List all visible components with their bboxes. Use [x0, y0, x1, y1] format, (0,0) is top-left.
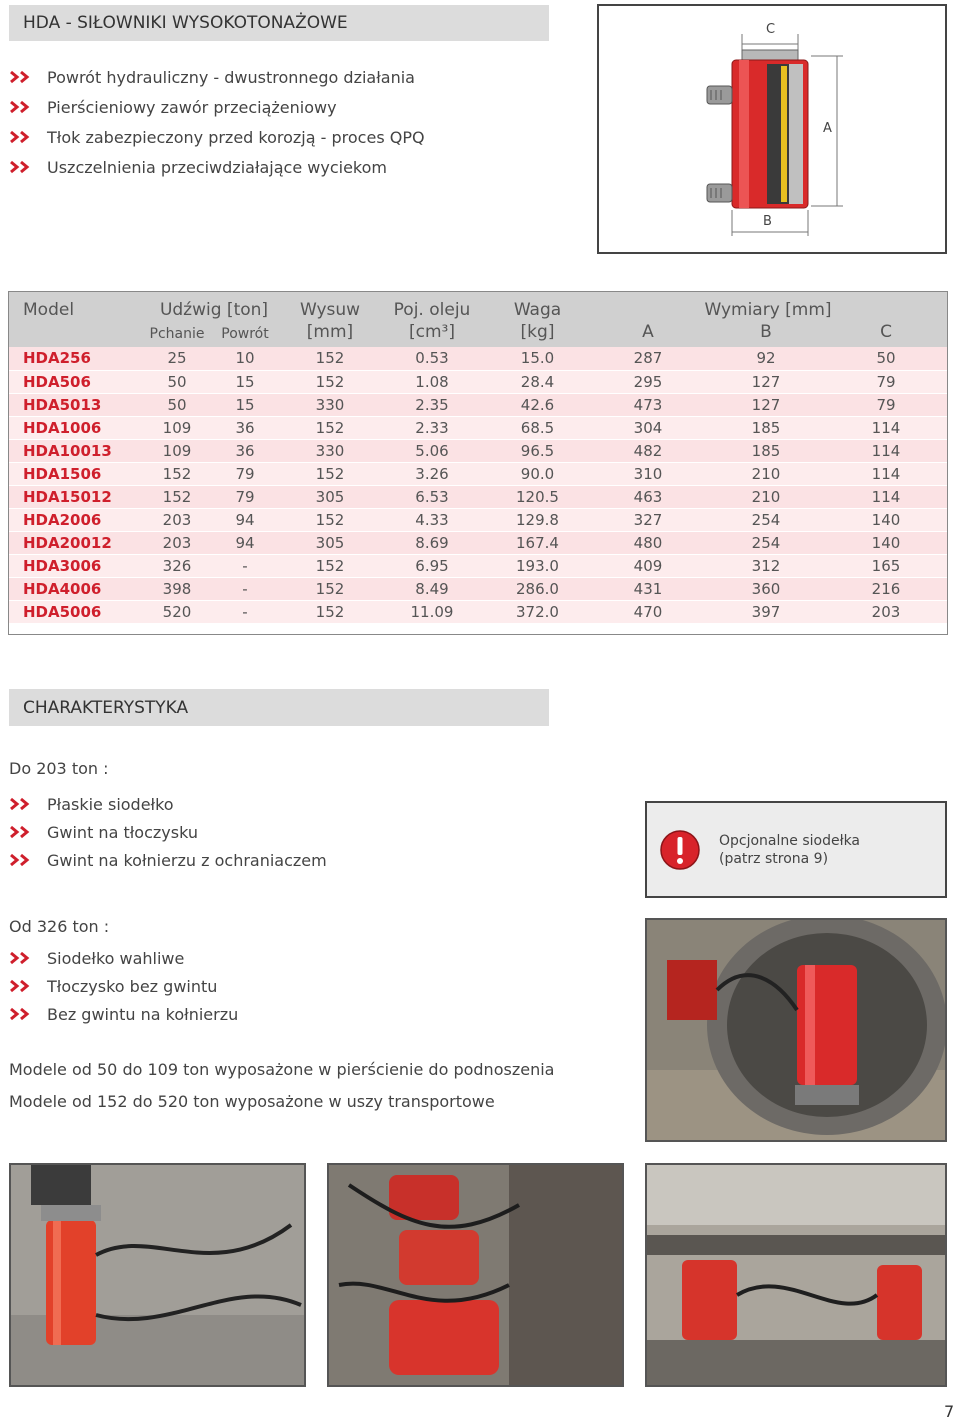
cell-return: 79 — [208, 462, 282, 485]
dimension-label-c: C — [766, 22, 776, 37]
group-heading-up-to-203: Do 203 ton : — [9, 759, 109, 778]
header-push: Pchanie — [149, 326, 205, 342]
cell-dim-b: 210 — [707, 485, 825, 508]
group-heading-from-326: Od 326 ton : — [9, 917, 110, 936]
list-item — [9, 62, 425, 92]
cell-dim-c: 114 — [825, 462, 947, 485]
cell-oil: 5.06 — [378, 439, 486, 462]
cell-weight: 42.6 — [486, 393, 589, 416]
cell-model: HDA5013 — [9, 393, 146, 416]
cell-push: 50 — [146, 370, 208, 393]
feature-list — [9, 62, 425, 182]
list-item — [9, 972, 238, 1000]
cell-dim-a: 287 — [589, 347, 707, 370]
cell-dim-a: 310 — [589, 462, 707, 485]
optional-saddles-text — [719, 832, 860, 868]
header-stroke: Wysuw — [299, 300, 361, 320]
cell-push: 109 — [146, 416, 208, 439]
optional-saddles-line2: (patrz strona 9) — [719, 850, 829, 867]
cell-model: HDA506 — [9, 370, 146, 393]
cell-model: HDA10013 — [9, 439, 146, 462]
cell-weight: 129.8 — [486, 508, 589, 531]
cell-stroke: 305 — [282, 485, 378, 508]
cell-dim-a: 470 — [589, 600, 707, 623]
list-item-text: Bez gwintu na kołnierzu — [47, 1004, 239, 1024]
cell-oil: 4.33 — [378, 508, 486, 531]
header-oil: Poj. oleju — [393, 300, 471, 320]
cell-return: 94 — [208, 531, 282, 554]
cell-dim-a: 304 — [589, 416, 707, 439]
cell-dim-b: 210 — [707, 462, 825, 485]
optional-saddles-box — [645, 801, 947, 898]
double-chevron-icon — [9, 1007, 47, 1021]
list-item — [9, 122, 425, 152]
feature-text: Powrót hydrauliczny - dwustronnego działania — [47, 67, 415, 87]
note-transport-lugs: Modele od 152 do 520 ton wyposażone w uszy transportowe — [9, 1092, 495, 1111]
characteristics-title-text: CHARAKTERYSTYKA — [23, 697, 189, 718]
cell-dim-a: 431 — [589, 577, 707, 600]
table-row — [9, 577, 947, 600]
cell-stroke: 152 — [282, 508, 378, 531]
cell-oil: 1.08 — [378, 370, 486, 393]
cell-oil: 3.26 — [378, 462, 486, 485]
cell-dim-c: 165 — [825, 554, 947, 577]
cell-stroke: 330 — [282, 439, 378, 462]
cell-dim-a: 295 — [589, 370, 707, 393]
double-chevron-icon — [9, 160, 47, 174]
cell-dim-a: 473 — [589, 393, 707, 416]
cell-dim-b: 254 — [707, 508, 825, 531]
list-item — [9, 846, 327, 874]
cell-dim-c: 216 — [825, 577, 947, 600]
cell-push: 203 — [146, 508, 208, 531]
header-weight: Waga — [513, 300, 562, 320]
optional-saddles-line1: Opcjonalne siodełka — [719, 832, 861, 849]
header-model: Model — [23, 300, 75, 320]
cell-weight: 28.4 — [486, 370, 589, 393]
table-row — [9, 531, 947, 554]
table-row — [9, 347, 947, 370]
list-item-text: Gwint na tłoczysku — [47, 822, 198, 842]
table-row — [9, 600, 947, 623]
cell-oil: 6.95 — [378, 554, 486, 577]
header-dim-b: B — [760, 322, 772, 342]
cell-weight: 193.0 — [486, 554, 589, 577]
cell-dim-c: 140 — [825, 531, 947, 554]
list-item-text: Gwint na kołnierzu z ochraniaczem — [47, 850, 327, 870]
dimension-label-a: A — [823, 121, 832, 136]
group-list-up-to-203 — [9, 790, 327, 874]
cell-dim-c: 114 — [825, 485, 947, 508]
cell-return: - — [208, 600, 282, 623]
section-title — [9, 5, 549, 41]
table-row — [9, 508, 947, 531]
cell-push: 25 — [146, 347, 208, 370]
table-row — [9, 554, 947, 577]
cell-return: 15 — [208, 370, 282, 393]
cell-weight: 286.0 — [486, 577, 589, 600]
cell-dim-b: 397 — [707, 600, 825, 623]
list-item — [9, 152, 425, 182]
double-chevron-icon — [9, 825, 47, 839]
cell-dim-c: 50 — [825, 347, 947, 370]
cell-dim-b: 254 — [707, 531, 825, 554]
cell-dim-b: 312 — [707, 554, 825, 577]
cell-dim-b: 127 — [707, 370, 825, 393]
feature-text: Pierścieniowy zawór przeciążeniowy — [47, 97, 337, 117]
header-capacity: Udźwig [ton] — [159, 300, 269, 320]
cell-push: 203 — [146, 531, 208, 554]
list-item — [9, 790, 327, 818]
cell-dim-a: 480 — [589, 531, 707, 554]
cell-stroke: 330 — [282, 393, 378, 416]
table-body — [9, 347, 947, 623]
note-lifting-rings: Modele od 50 do 109 ton wyposażone w pierścienie do podnoszenia — [9, 1060, 555, 1079]
cell-oil: 6.53 — [378, 485, 486, 508]
cell-return: 36 — [208, 439, 282, 462]
cell-push: 152 — [146, 485, 208, 508]
double-chevron-icon — [9, 797, 47, 811]
cell-model: HDA2006 — [9, 508, 146, 531]
cell-weight: 96.5 — [486, 439, 589, 462]
table-row — [9, 393, 947, 416]
cell-model: HDA3006 — [9, 554, 146, 577]
cell-return: 79 — [208, 485, 282, 508]
cell-dim-b: 185 — [707, 439, 825, 462]
cell-stroke: 305 — [282, 531, 378, 554]
cell-dim-b: 92 — [707, 347, 825, 370]
cell-oil: 11.09 — [378, 600, 486, 623]
cell-stroke: 152 — [282, 462, 378, 485]
double-chevron-icon — [9, 979, 47, 993]
cell-dim-a: 463 — [589, 485, 707, 508]
double-chevron-icon — [9, 951, 47, 965]
page-number: 7 — [944, 1402, 955, 1421]
cell-weight: 120.5 — [486, 485, 589, 508]
list-item-text: Płaskie siodełko — [47, 794, 174, 814]
group-list-from-326 — [9, 944, 238, 1028]
double-chevron-icon — [9, 100, 47, 114]
cell-return: 36 — [208, 416, 282, 439]
header-empty — [9, 322, 146, 347]
photo-cylinder-in-pipe — [645, 918, 947, 1142]
cell-dim-c: 114 — [825, 416, 947, 439]
photo-cylinders-under-beam — [645, 1163, 947, 1387]
cell-dim-c: 79 — [825, 393, 947, 416]
cell-return: 15 — [208, 393, 282, 416]
double-chevron-icon — [9, 70, 47, 84]
header-return: Powrót — [221, 326, 269, 342]
cylinder-diagram — [597, 4, 947, 254]
cell-stroke: 152 — [282, 554, 378, 577]
table-row — [9, 416, 947, 439]
double-chevron-icon — [9, 130, 47, 144]
photo-cylinder-with-hoses — [9, 1163, 306, 1387]
cell-return: - — [208, 554, 282, 577]
cell-return: - — [208, 577, 282, 600]
feature-text: Uszczelnienia przeciwdziałające wyciekom — [47, 157, 387, 177]
cell-dim-c: 203 — [825, 600, 947, 623]
cell-dim-c: 114 — [825, 439, 947, 462]
cell-oil: 8.69 — [378, 531, 486, 554]
cell-push: 109 — [146, 439, 208, 462]
feature-text: Tłok zabezpieczony przed korozją - proces QPQ — [47, 127, 425, 147]
list-item — [9, 92, 425, 122]
cell-dim-a: 327 — [589, 508, 707, 531]
cell-weight: 15.0 — [486, 347, 589, 370]
table-row — [9, 439, 947, 462]
cell-dim-b: 185 — [707, 416, 825, 439]
cell-model: HDA5006 — [9, 600, 146, 623]
cell-weight: 68.5 — [486, 416, 589, 439]
cell-dim-a: 409 — [589, 554, 707, 577]
list-item — [9, 818, 327, 846]
warning-icon — [659, 829, 701, 871]
cell-stroke: 152 — [282, 600, 378, 623]
cell-dim-c: 79 — [825, 370, 947, 393]
table-row — [9, 485, 947, 508]
cell-model: HDA20012 — [9, 531, 146, 554]
cell-oil: 2.35 — [378, 393, 486, 416]
header-stroke-unit: [mm] — [306, 322, 354, 342]
cell-push: 398 — [146, 577, 208, 600]
cell-oil: 8.49 — [378, 577, 486, 600]
cell-push: 326 — [146, 554, 208, 577]
cell-push: 50 — [146, 393, 208, 416]
header-weight-unit: [kg] — [520, 322, 555, 342]
cell-push: 520 — [146, 600, 208, 623]
characteristics-title — [9, 689, 549, 726]
table-row — [9, 462, 947, 485]
cell-model: HDA15012 — [9, 485, 146, 508]
header-dimensions: Wymiary [mm] — [704, 300, 832, 320]
cell-model: HDA1506 — [9, 462, 146, 485]
table-row — [9, 370, 947, 393]
header-dim-a: A — [642, 322, 654, 342]
cell-return: 10 — [208, 347, 282, 370]
cell-dim-a: 482 — [589, 439, 707, 462]
spec-table — [9, 292, 947, 624]
cell-oil: 0.53 — [378, 347, 486, 370]
list-item — [9, 1000, 238, 1028]
section-title-text: HDA - SIŁOWNIKI WYSOKOTONAŻOWE — [23, 13, 348, 33]
cell-dim-c: 140 — [825, 508, 947, 531]
cell-weight: 372.0 — [486, 600, 589, 623]
cell-model: HDA1006 — [9, 416, 146, 439]
cell-stroke: 152 — [282, 577, 378, 600]
cell-model: HDA4006 — [9, 577, 146, 600]
dimension-label-b: B — [763, 214, 772, 229]
header-oil-unit: [cm³] — [409, 322, 455, 342]
cell-model: HDA256 — [9, 347, 146, 370]
cell-push: 152 — [146, 462, 208, 485]
cell-stroke: 152 — [282, 347, 378, 370]
list-item-text: Tłoczysko bez gwintu — [47, 976, 218, 996]
list-item-text: Siodełko wahliwe — [47, 948, 185, 968]
cell-weight: 167.4 — [486, 531, 589, 554]
cell-oil: 2.33 — [378, 416, 486, 439]
cell-weight: 90.0 — [486, 462, 589, 485]
cell-return: 94 — [208, 508, 282, 531]
double-chevron-icon — [9, 853, 47, 867]
cell-stroke: 152 — [282, 416, 378, 439]
cell-dim-b: 127 — [707, 393, 825, 416]
header-dim-c: C — [880, 322, 892, 342]
photo-cylinders-in-row — [327, 1163, 624, 1387]
list-item — [9, 944, 238, 972]
cell-dim-b: 360 — [707, 577, 825, 600]
cell-stroke: 152 — [282, 370, 378, 393]
